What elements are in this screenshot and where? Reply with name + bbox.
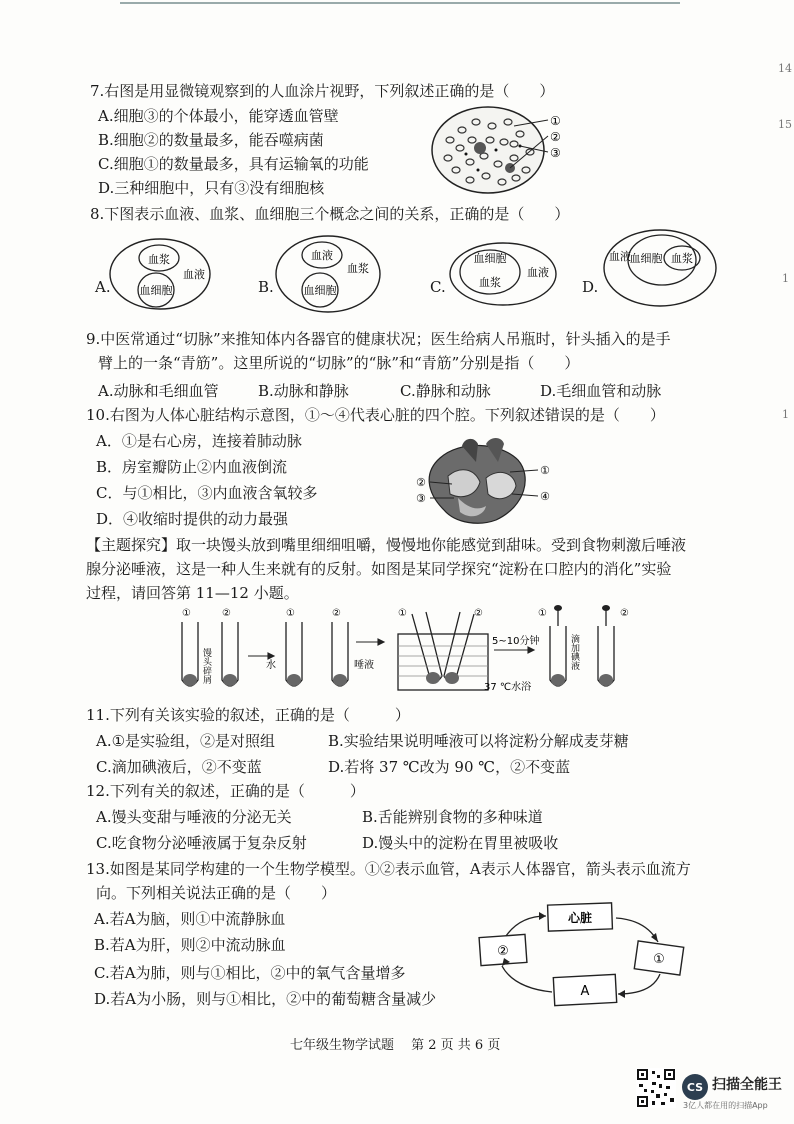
theme-intro-line3: 过程，请回答第 11—12 小题。	[86, 584, 299, 602]
q8-option-d-letter: D.	[582, 278, 599, 296]
q9-stem-line1: 9.中医常通过“切脉”来推知体内各器官的健康状况；医生给病人吊瓶时，针头插入的是手	[86, 330, 671, 348]
q8-option-c-letter: C.	[430, 278, 446, 296]
q8-diagram-c	[448, 240, 558, 308]
q8b-label-top: 血液	[311, 249, 333, 262]
q7-stem: 7.右图是用显微镜观察到的人血涂片视野，下列叙述正确的是（ ）	[90, 82, 555, 100]
saliva-experiment-figure	[170, 604, 650, 700]
scanner-subtitle: 3亿人都在用的扫描App	[683, 1101, 768, 1110]
q8a-label-right: 血液	[183, 268, 205, 281]
q8c-label-bottom: 血浆	[479, 276, 501, 289]
scanner-title: 扫描全能王	[712, 1077, 782, 1093]
q8b-label-bottom: 血细胞	[303, 284, 337, 297]
margin-mark: 1	[782, 272, 789, 285]
q10-option-b: B．房室瓣防止②内血液倒流	[96, 458, 288, 476]
q8d-label-left: 血液	[609, 250, 631, 263]
camscanner-logo-icon: CS	[682, 1074, 708, 1100]
qr-code-icon	[636, 1068, 676, 1108]
model-vessel-1-label: ①	[653, 952, 665, 967]
model-vessel-2-label: ②	[497, 944, 509, 959]
q8c-label-right: 血液	[527, 266, 549, 279]
top-scan-line	[120, 2, 680, 4]
q9-option-d: D.毛细血管和动脉	[540, 382, 662, 400]
q8-option-b-letter: B.	[258, 278, 274, 296]
q8b-label-right: 血浆	[347, 262, 369, 275]
exp-tube-label-2c: ②	[474, 608, 483, 619]
heart-label-1: ①	[540, 464, 550, 477]
q9-option-c: C.静脉和动脉	[400, 382, 491, 400]
q12-option-a: A.馒头变甜与唾液的分泌无关	[96, 808, 292, 826]
q8-diagram-a	[108, 236, 213, 314]
q11-option-d: D.若将 37 ℃改为 90 ℃，②不变蓝	[328, 758, 571, 776]
q13-stem-line2: 向。下列相关说法正确的是（ ）	[96, 884, 337, 902]
theme-intro-line1: 【主题探究】取一块馒头放到嘴里细细咀嚼，慢慢地你能感觉到甜味。受到食物刺激后唾液	[86, 536, 687, 554]
q8-diagram-d	[602, 226, 720, 310]
smear-label-2: ②	[550, 130, 561, 144]
q12-stem: 12.下列有关的叙述，正确的是（ ）	[86, 782, 365, 800]
q8a-label-bottom: 血细胞	[139, 284, 173, 297]
q13-option-d: D.若A为小肠，则与①相比，②中的葡萄糖含量减少	[94, 990, 437, 1008]
margin-mark: 14	[778, 62, 792, 75]
exp-tube-label-2b: ②	[332, 608, 341, 619]
exp-water-label: 水	[266, 660, 276, 671]
q9-option-a: A.动脉和毛细血管	[98, 382, 219, 400]
heart-label-4: ④	[540, 490, 550, 503]
q9-option-b: B.动脉和静脉	[258, 382, 349, 400]
q8d-label-right: 血浆	[671, 252, 693, 265]
exp-bath-label: 37 ℃水浴	[484, 682, 532, 693]
exp-time-label: 5~10分钟	[492, 636, 540, 647]
heart-label-2: ②	[416, 476, 426, 489]
q10-stem: 10.右图为人体心脏结构示意图，①～④代表心脏的四个腔。下列叙述错误的是（ ）	[86, 406, 665, 424]
heart-label-3: ③	[416, 492, 426, 505]
model-heart-label: 心脏	[567, 911, 593, 925]
exp-tube-label-1c: ①	[398, 608, 407, 619]
exp-tube-label-2: ②	[222, 608, 231, 619]
q13-option-c: C.若A为肺，则与①相比，②中的氧气含量增多	[94, 964, 406, 982]
exp-iodine-label: 滴加碘液	[569, 634, 579, 670]
exp-saliva-label: 唾液	[354, 660, 374, 671]
q12-option-d: D.馒头中的淀粉在胃里被吸收	[362, 834, 559, 852]
q11-stem: 11.下列有关该实验的叙述，正确的是（ ）	[86, 706, 410, 724]
q8a-label-top: 血浆	[148, 253, 170, 266]
circulation-model-figure	[470, 896, 710, 1014]
model-organ-label: A	[580, 984, 590, 999]
q11-option-c: C.滴加碘液后，②不变蓝	[96, 758, 262, 776]
q11-option-a: A.①是实验组，②是对照组	[96, 732, 276, 750]
q7-option-b: B.细胞②的数量最多，能吞噬病菌	[98, 131, 324, 149]
q12-option-b: B.舌能辨别食物的多种味道	[362, 808, 543, 826]
exp-tube-label-2d: ②	[620, 608, 629, 619]
q9-stem-line2: 臂上的一条“青筋”。这里所说的“切脉”的“脉”和“青筋”分别是指（ ）	[98, 354, 580, 372]
q8-option-a-letter: A.	[95, 278, 111, 296]
q13-option-b: B.若A为肝，则②中流动脉血	[94, 936, 286, 954]
exp-tube-label-1: ①	[182, 608, 191, 619]
q7-option-a: A.细胞③的个体最小，能穿透血管壁	[98, 107, 339, 125]
q11-option-b: B.实验结果说明唾液可以将淀粉分解成麦芽糖	[328, 732, 629, 750]
q10-option-c: C．与①相比，③内血液含氧较多	[96, 484, 318, 502]
q7-option-d: D.三种细胞中，只有③没有细胞核	[98, 179, 325, 197]
q8-diagram-b	[274, 234, 382, 316]
q13-option-a: A.若A为脑，则①中流静脉血	[94, 910, 286, 928]
exp-bread-label: 馒头碎屑	[201, 648, 211, 684]
margin-mark: 15	[778, 118, 792, 131]
q7-option-c: C.细胞①的数量最多，具有运输氧的功能	[98, 155, 369, 173]
page-footer: 七年级生物学试题 第 2 页 共 6 页	[290, 1038, 501, 1053]
smear-label-3: ③	[550, 146, 561, 160]
margin-mark: 1	[782, 408, 789, 421]
exp-tube-label-1b: ①	[286, 608, 295, 619]
q8c-label-top: 血细胞	[473, 252, 507, 265]
smear-label-1: ①	[550, 114, 561, 128]
q8-stem: 8.下图表示血液、血浆、血细胞三个概念之间的关系，正确的是（ ）	[90, 205, 570, 223]
heart-structure-figure	[400, 436, 565, 526]
q12-option-c: C.吃食物分泌唾液属于复杂反射	[96, 834, 307, 852]
q10-option-d: D．④收缩时提供的动力最强	[96, 510, 289, 528]
q8d-label-middle: 血细胞	[629, 252, 663, 265]
q10-option-a: A．①是右心房，连接着肺动脉	[96, 432, 302, 450]
theme-intro-line2: 腺分泌唾液，这是一种人生来就有的反射。如图是某同学探究“淀粉在口腔内的消化”实验	[86, 560, 672, 578]
exp-tube-label-1d: ①	[538, 608, 547, 619]
blood-smear-figure	[430, 104, 580, 196]
q13-stem-line1: 13.如图是某同学构建的一个生物学模型。①②表示血管，A表示人体器官，箭头表示血流方	[86, 860, 691, 878]
